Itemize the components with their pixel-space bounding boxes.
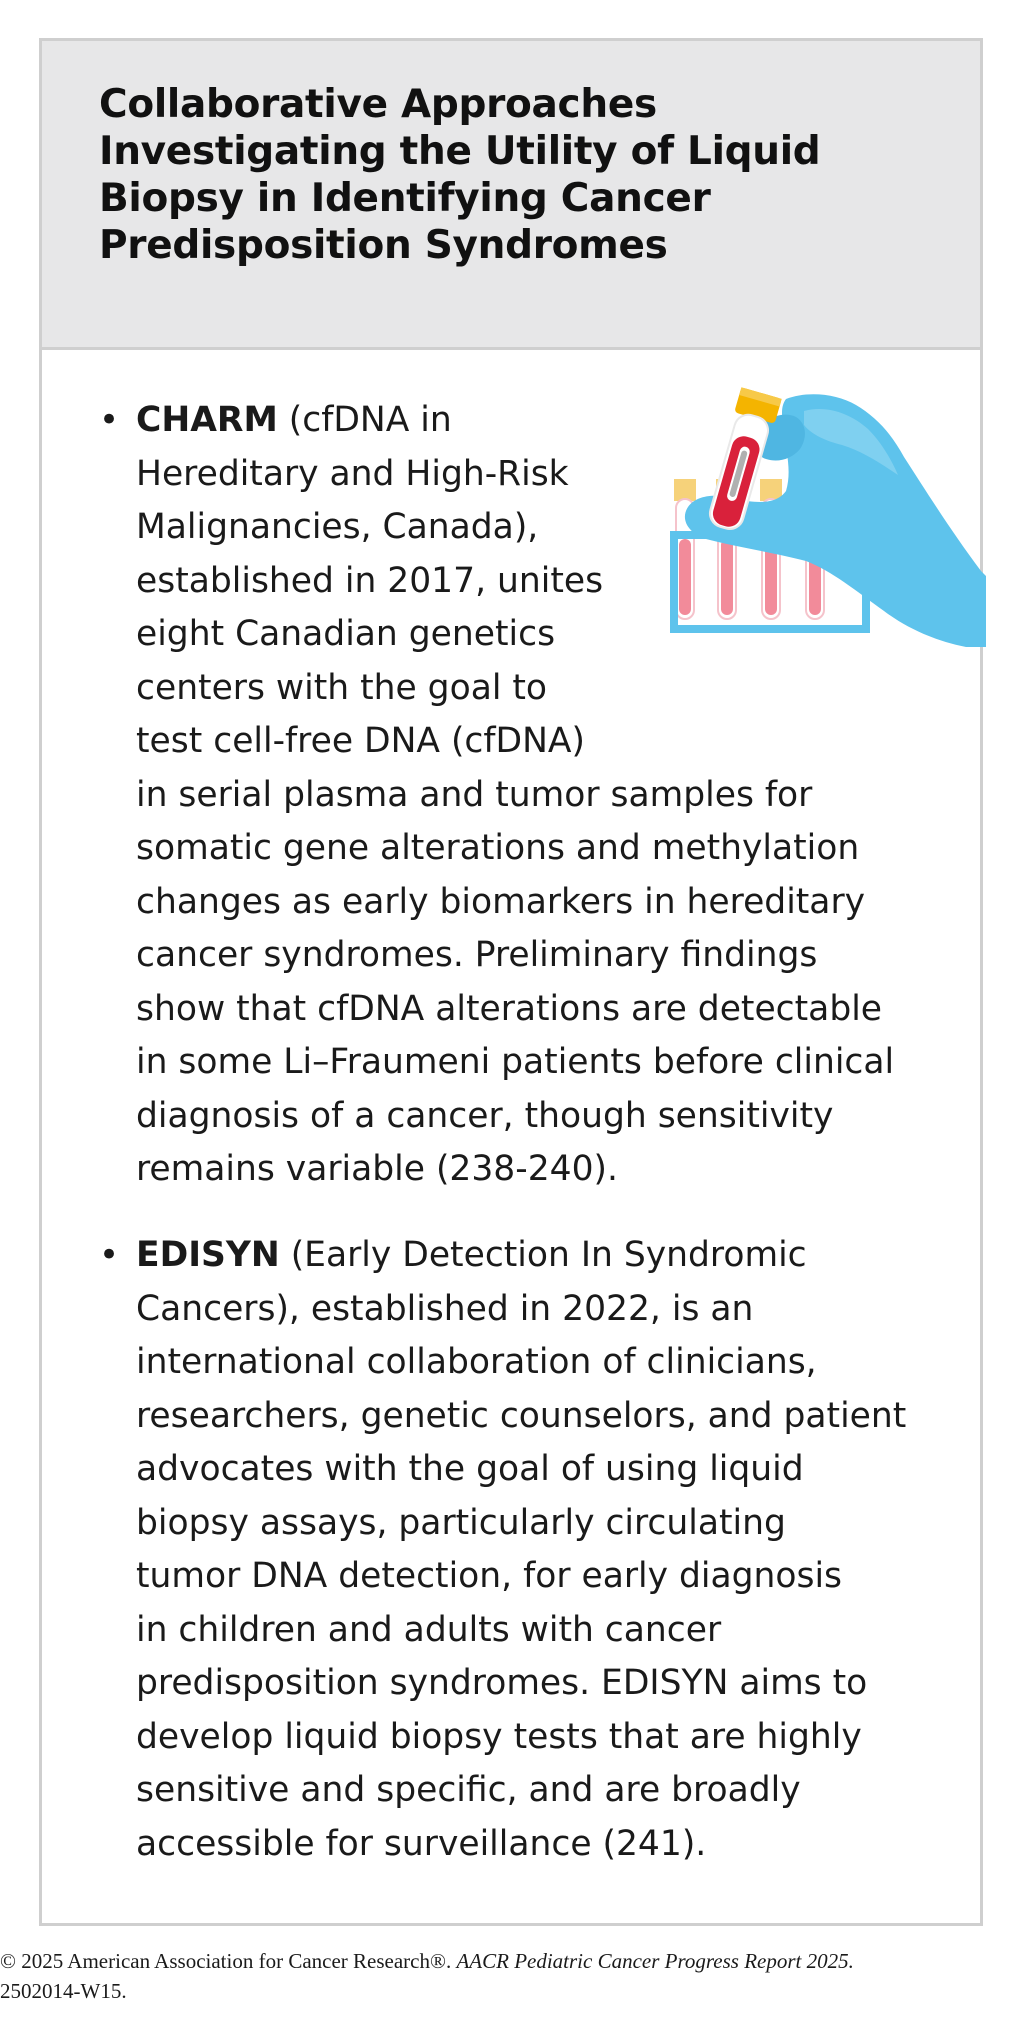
bullet-line: international collaboration of clinicians, [136,1342,817,1382]
bullet-heading: EDISYN [136,1235,280,1275]
title-line: Biopsy in Identifying Cancer [99,176,711,221]
bullet-line: in serial plasma and tumor samples for [136,774,813,815]
bullet-line: Cancers), established in 2022, is an [136,1288,754,1329]
callout-header [42,41,980,350]
title-line: Collaborative Approaches [99,82,657,127]
bullet-line: test cell-free DNA (cfDNA) [136,721,585,761]
footer-report-title: AACR Pediatric Cancer Progress Report 2025. [456,1949,854,1973]
bullet-marker: • [99,400,120,440]
bullet-line: diagnosis of a cancer, though sensitivity [136,1095,834,1136]
footer-credit [0,1946,1025,2006]
bullet-line: biopsy assays, particularly circulating [136,1502,786,1543]
bullet-line: changes as early biomarkers in hereditary [136,881,866,922]
bullet-line: centers with the goal to [136,667,548,708]
bullet-marker: • [99,1235,120,1275]
bullet-line: eight Canadian genetics [136,614,556,654]
footer-code: 2502014-W15. [0,1979,127,2003]
callout-box [39,38,983,1926]
bullet-charm [136,394,894,1197]
bullet-line: Malignancies, Canada), [136,507,539,547]
bullet-line: remains variable (238-240). [136,1149,618,1189]
title-line: Predisposition Syndromes [99,223,668,268]
bullet-line: Hereditary and High-Risk [136,453,569,494]
bullet-line: in children and adults with cancer [136,1609,722,1650]
bullet-line: (cfDNA in [288,400,452,440]
bullet-line: (Early Detection In Syndromic [290,1235,807,1275]
bullet-line: established in 2017, unites [136,560,604,601]
bullet-line: in some Li–Fraumeni patients before clinical [136,1042,895,1082]
bullet-heading: CHARM [136,400,278,440]
bullet-line: show that cfDNA alterations are detectable [136,988,883,1029]
bullet-line: researchers, genetic counselors, and patient [136,1395,907,1436]
bullet-line: accessible for surveillance (241). [136,1823,707,1864]
callout-title [99,81,939,269]
bullet-line: sensitive and specific, and are broadly [136,1770,801,1810]
bullet-line: develop liquid biopsy tests that are highly [136,1716,862,1757]
title-line: Investigating the Utility of Liquid [99,129,821,174]
bullet-line: advocates with the goal of using liquid [136,1449,804,1489]
bullet-line: predisposition syndromes. EDISYN aims to [136,1663,868,1703]
footer-copyright: © 2025 American Association for Cancer Research®. [0,1949,452,1973]
bullet-line: somatic gene alterations and methylation [136,828,860,868]
bullet-line: cancer syndromes. Preliminary findings [136,935,818,975]
bullet-edisyn [136,1229,906,1871]
bullet-line: tumor DNA detection, for early diagnosis [136,1556,843,1596]
